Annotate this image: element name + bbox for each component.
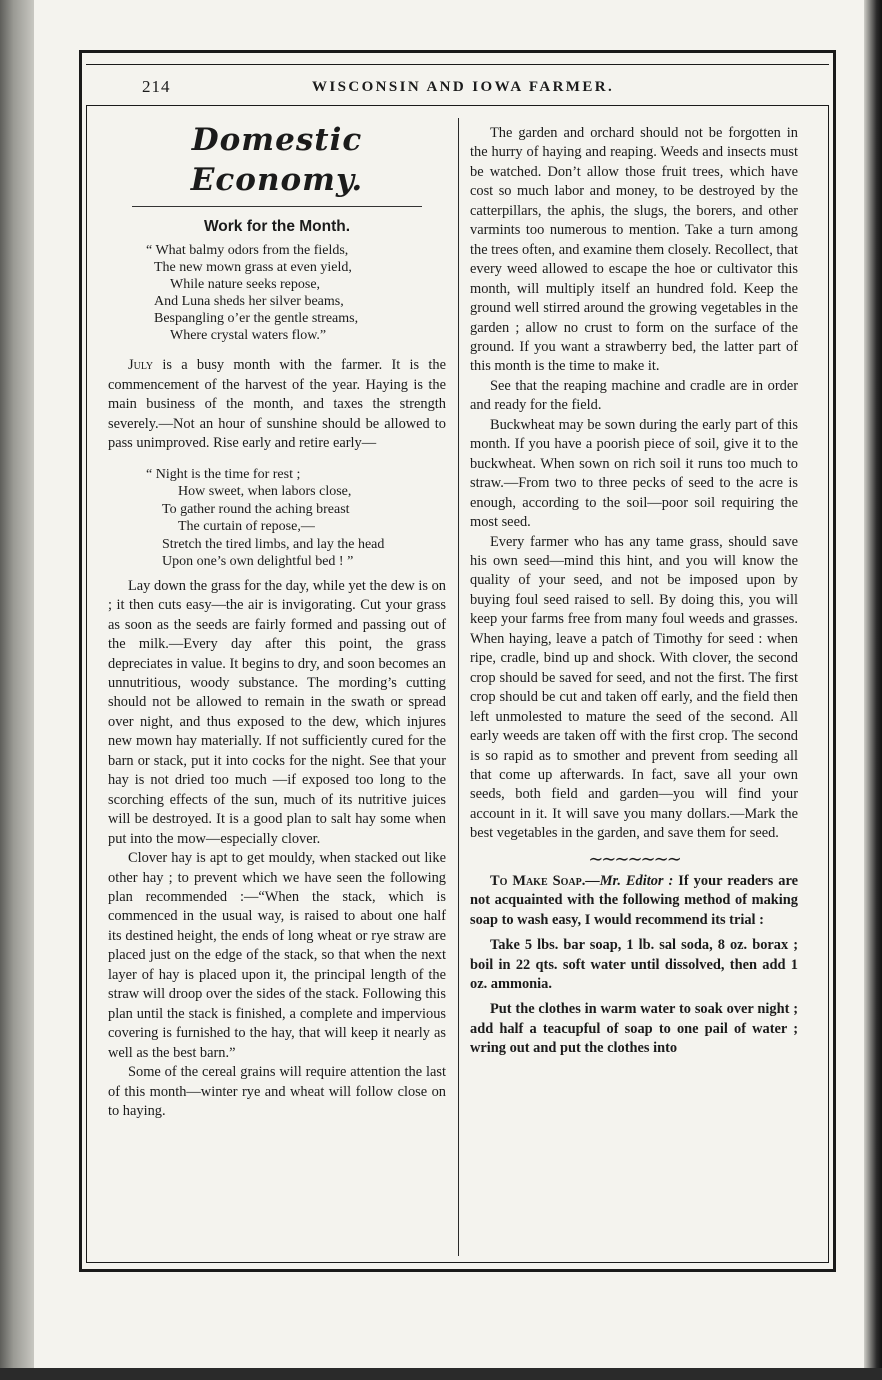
article-subtitle: Work for the Month. — [203, 218, 351, 235]
header-rule — [86, 64, 829, 65]
poem-line: Bespangling o’er the gentle streams, — [154, 311, 359, 327]
section-title: Domestic Economy. — [190, 122, 364, 198]
running-head: WISCONSIN AND IOWA FARMER. — [312, 79, 615, 95]
closing-poem — [108, 466, 446, 571]
paragraph: Buckwheat may be sown during the early part of this month. If you have a poorish piece of soil, give it to the buckwheat. When sown on rich soil it runs too much to straw.—From two to three pecks of seed to the acre is enough, according to the soil—poor soil requiring the most seed. — [470, 416, 798, 531]
paragraph: See that the reaping machine and cradle are in order and ready for the field. — [470, 377, 798, 414]
soap-instructions: Put the clothes in warm water to soak over night ; add half a teacupful of soap to one pail of water ; wring out and put the clothes into — [470, 1001, 798, 1057]
soap-addressee: —Mr. Editor : — [585, 872, 674, 889]
soap-intro — [470, 872, 798, 930]
soap-intro-text: If your readers are not acquainted with the following method of making soap to wash easy, I would recommend its trial : — [470, 872, 798, 928]
title-rule — [132, 206, 422, 207]
poem-line: Upon one’s own delightful bed ! ” — [162, 554, 354, 570]
page-right-edge — [864, 0, 882, 1380]
page-number: 214 — [142, 77, 171, 96]
paragraph: Every farmer who has any tame grass, should save his own seed—mind this hint, and you will know the quality of your seed, and not be imposed upon by buying foul seed raised to sell. By doing this, you will keep your farms free from many foul weeds and grasses. When haying, leave a patch of Timothy for seed : when ripe, cradle, bind up and shock. With clover, the second crop should be saved for seed, and not the first. The first crop should be cut and taken off early, and the field then left unmolested to mature the seed of the second. All early weeds are taken off with the first crop. The second is so rapid as to smother and prevent from seeding all that come up afterwards. In fact, save all your own seeds, both field and garden—you will find your account in it. It will save you many dollars.—Mark the best vegetables in the garden, and save them for seed. — [470, 533, 798, 842]
column-divider — [458, 118, 459, 1256]
opening-poem — [108, 242, 446, 344]
paragraph: The garden and orchard should not be forgotten in the hurry of haying and reaping. Weeds and insects must be watched. Don’t allow those fruit trees, which have cost so much labor and money, to be destroyed by the catterpillars, the aphis, the slugs, the borers, and other varmints too numerous to mention. Take a turn among the trees often, and examine them closely. Recollect, that every weed allowed to escape the hoe or cultivator this month, will multiply itself an hundred fold. Keep the ground well stirred around the growing vegetables in the garden ; allow no crust to form on the surface of the ground. If you want a strawberry bed, the latter part of this month is the time to make it. — [470, 125, 798, 375]
lead-word: July — [128, 357, 154, 374]
right-column — [470, 124, 798, 1059]
poem-line: To gather round the aching breast — [162, 501, 350, 517]
poem-line: While nature seeks repose, — [170, 277, 321, 293]
poem-line: Stretch the tired limbs, and lay the head — [162, 536, 385, 552]
poem-line: “ What balmy odors from the fields, — [146, 243, 349, 259]
book-spine-shadow — [0, 0, 34, 1380]
left-column — [108, 120, 446, 1121]
soap-article — [470, 872, 798, 1059]
wavy-divider: ∼∼∼∼∼∼∼ — [588, 848, 680, 869]
poem-line: How sweet, when labors close, — [178, 484, 352, 500]
poem-line: And Luna sheds her silver beams, — [154, 294, 344, 310]
paragraph: Some of the cereal grains will require attention the last of this month—winter rye and wheat will follow close on to haying. — [108, 1064, 446, 1119]
paragraph-july — [108, 356, 446, 453]
soap-lead: To Make Soap. — [490, 872, 586, 889]
paragraph: Lay down the grass for the day, while yet the dew is on ; it then cuts easy—the air is invigorating. Cut your grass as soon as the seeds are fairly formed and passing out of the milk.—Every day after this point, the grass depreciates in value. It begins to dry, and soon becomes an unnutritious, woody substance. The mording’s cutting should not be allowed to remain in the swath or spread over night, and thus exposed to the dew, which injures new mown hay materially. If not sufficiently cured for the barn or stack, put it into cocks for the night. See that your hay is not dried too much —if exposed too long to the scorching effects of the sun, much of its nutritive juices will be destroyed. It is a good plan to salt hay some when put into the mow—especially clover. — [108, 577, 446, 847]
soap-recipe: Take 5 lbs. bar soap, 1 lb. sal soda, 8 oz. borax ; boil in 22 qts. soft water until dissolved, then add 1 oz. ammonia. — [470, 937, 798, 993]
page-bottom-edge — [0, 1368, 882, 1380]
paragraph: Clover hay is apt to get mouldy, when stacked out like other hay ; to prevent which we have seen the following plan recommended :—“When the stack, which is commenced in the usual way, is raised to about one half its destined height, the ends of long wheat or rye straw are placed just on the edge of the stack, so that when the next layer of hay is placed upon it, the principal length of the straw will droop over the sides of the stack. Following this plan until the stack is finished, a complete and impervious covering is furnished to the hay, that will keep it nearly as well as the best barn.” — [108, 850, 446, 1061]
poem-line: The curtain of repose,— — [178, 519, 315, 535]
poem-line: The new mown grass at even yield, — [154, 260, 352, 276]
paragraph-text: is a busy month with the farmer. It is the commencement of the harvest of the year. Haying is the main business of the month, and taxes the strength severely.—Not an hour of sunshine should be allowed to pass unimproved. Rise early and retire early— — [108, 357, 446, 452]
poem-line: Where crystal waters flow.” — [170, 328, 327, 344]
poem-line: “ Night is the time for rest ; — [146, 466, 301, 482]
